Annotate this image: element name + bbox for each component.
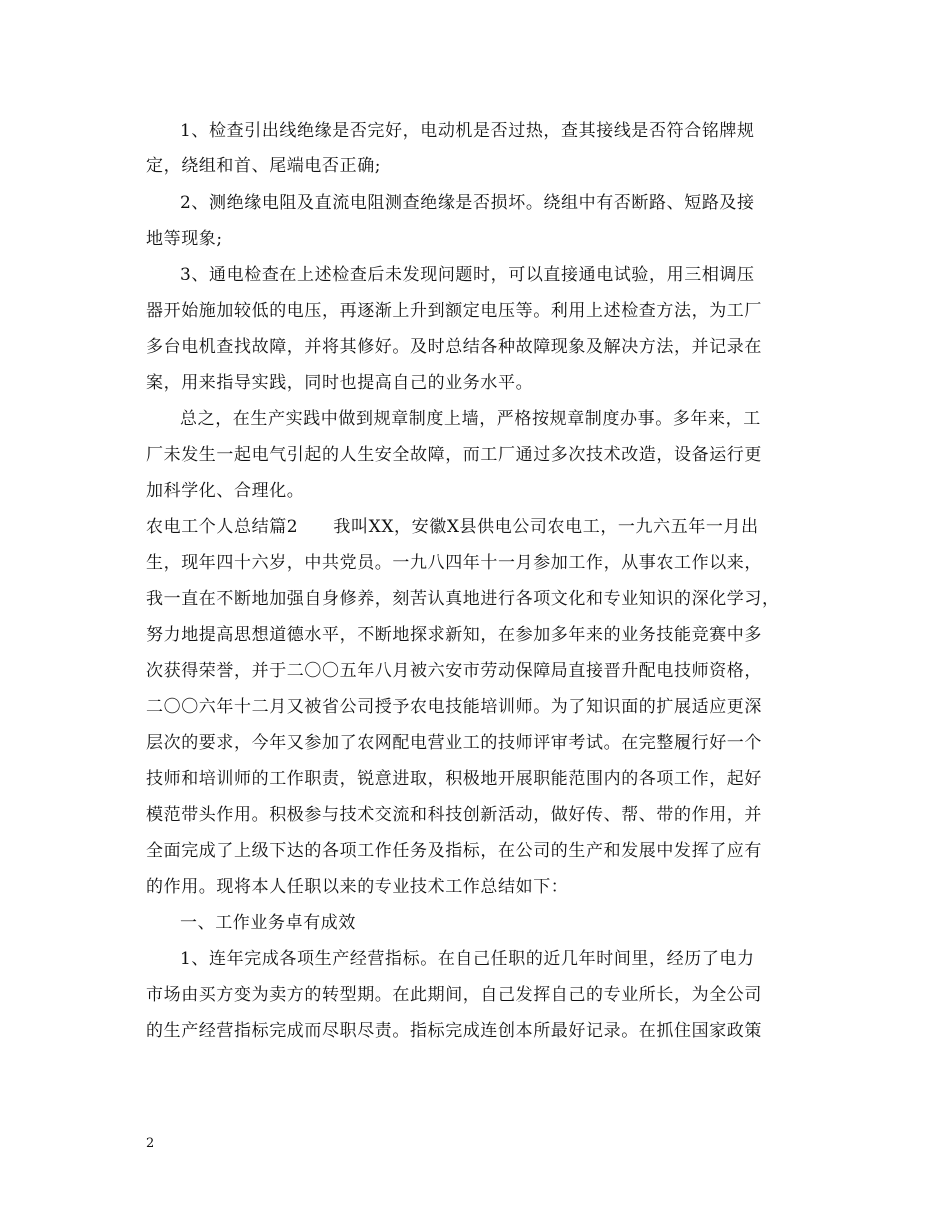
paragraph-line: 努力地提高思想道德水平，不断地探求新知，在参加多年来的业务技能竞赛中多 xyxy=(146,625,762,645)
subheading-line: 一、工作业务卓有成效 xyxy=(180,913,356,933)
paragraph-line: 全面完成了上级下达的各项工作任务及指标，在公司的生产和发展中发挥了应有 xyxy=(146,841,762,861)
paragraph-line: 定，绕组和首、尾端电否正确; xyxy=(146,156,382,176)
paragraph-line: 加科学化、合理化。 xyxy=(146,481,305,501)
section-heading-line: 农电工个人总结篇2 我叫XX，安徽X县供电公司农电工，一九六五年一月出 xyxy=(146,517,759,537)
paragraph-line: 地等现象; xyxy=(146,229,223,249)
paragraph-line: 多台电机查找故障，并将其修好。及时总结各种故障现象及解决方法，并记录在 xyxy=(146,337,762,357)
paragraph-line: 生，现年四十六岁，中共党员。一九八四年十一月参加工作，从事农工作以来， xyxy=(146,553,762,573)
paragraph-line: 厂未发生一起电气引起的人生安全故障，而工厂通过多次技术改造，设备运行更 xyxy=(146,445,762,465)
paragraph-line: 2、测绝缘电阻及直流电阻测查绝缘是否损坏。绕组中有否断路、短路及接 xyxy=(180,193,755,213)
paragraph-line: 技师和培训师的工作职责，锐意进取，积极地开展职能范围内的各项工作，起好 xyxy=(146,769,762,789)
paragraph-line: 总之，在生产实践中做到规章制度上墙，严格按规章制度办事。多年来，工 xyxy=(180,409,761,429)
paragraph-line: 1、检查引出线绝缘是否完好，电动机是否过热，查其接线是否符合铭牌规 xyxy=(180,121,755,141)
paragraph-line: 的作用。现将本人任职以来的专业技术工作总结如下： xyxy=(146,877,569,897)
paragraph-line: 模范带头作用。积极参与技术交流和科技创新活动，做好传、帮、带的作用，并 xyxy=(146,805,762,825)
page-number: 2 xyxy=(146,1136,155,1151)
paragraph-line: 的生产经营指标完成而尽职尽责。指标完成连创本所最好记录。在抓住国家政策 xyxy=(146,1021,762,1041)
paragraph-line: 层次的要求，今年又参加了农网配电营业工的技师评审考试。在完整履行好一个 xyxy=(146,733,762,753)
paragraph-line: 市场由买方变为卖方的转型期。在此期间，自己发挥自己的专业所长，为全公司 xyxy=(146,985,762,1005)
paragraph-line: 二〇〇六年十二月又被省公司授予农电技能培训师。为了知识面的扩展适应更深 xyxy=(146,697,762,717)
paragraph-line: 次获得荣誉，并于二〇〇五年八月被六安市劳动保障局直接晋升配电技师资格， xyxy=(146,661,762,681)
paragraph-line: 案，用来指导实践，同时也提高自己的业务水平。 xyxy=(146,373,534,393)
paragraph-line: 器开始施加较低的电压，再逐渐上升到额定电压等。利用上述检查方法，为工厂 xyxy=(146,301,762,321)
paragraph-line: 1、连年完成各项生产经营指标。在自己任职的近几年时间里，经历了电力 xyxy=(180,949,755,969)
paragraph-line: 3、通电检查在上述检查后未发现问题时，可以直接通电试验，用三相调压 xyxy=(180,265,755,285)
paragraph-line: 我一直在不断地加强自身修养，刻苦认真地进行各项文化和专业知识的深化学习， xyxy=(146,589,780,609)
